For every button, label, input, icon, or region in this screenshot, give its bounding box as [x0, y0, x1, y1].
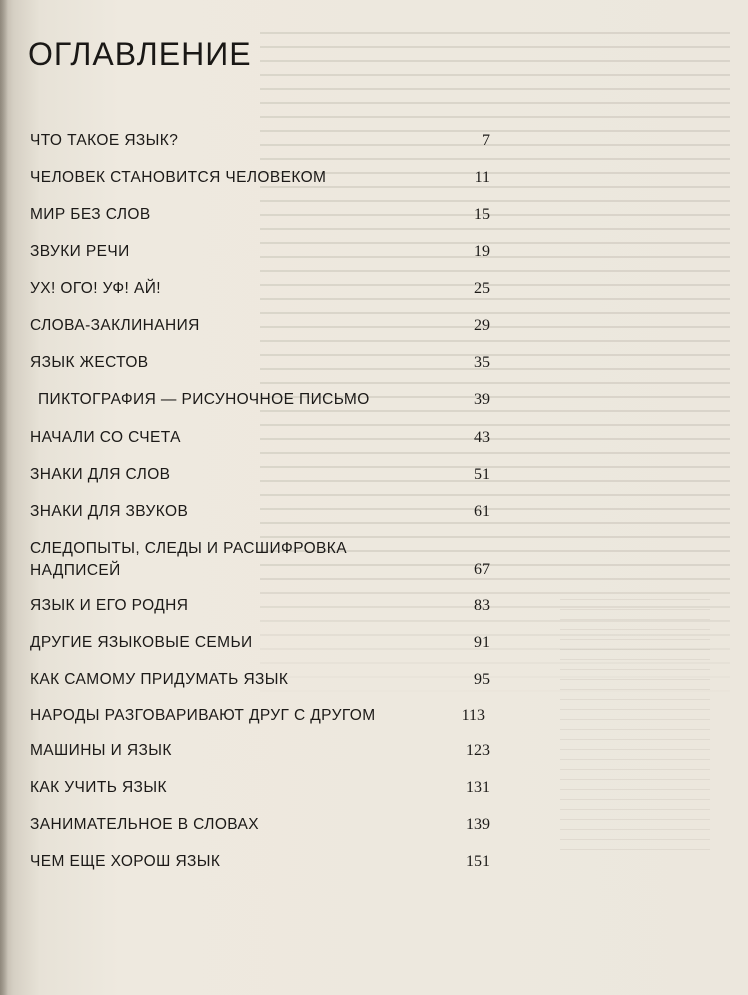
- toc-entry-title: СЛЕДОПЫТЫ, СЛЕДЫ И РАСШИФРОВКА НАДПИСЕЙ: [30, 540, 347, 579]
- toc-entry[interactable]: [30, 131, 490, 157]
- toc-entry-title: КАК САМОМУ ПРИДУМАТЬ ЯЗЫК: [30, 671, 289, 688]
- toc-entry-page: 35: [474, 354, 490, 371]
- toc-entry-page: 83: [474, 597, 490, 614]
- toc-entry-page: 43: [474, 429, 490, 446]
- toc-entry-title: КАК УЧИТЬ ЯЗЫК: [30, 779, 167, 796]
- toc-entry-page: 15: [474, 206, 490, 223]
- toc-entry-page: 131: [466, 779, 490, 796]
- toc-entry-title: УХ! ОГО! УФ! АЙ!: [30, 280, 161, 297]
- toc-entry[interactable]: [30, 168, 490, 194]
- toc-entry-title: НАРОДЫ РАЗГОВАРИВАЮТ ДРУГ С ДРУГОМ: [30, 707, 376, 724]
- toc-entry-title: МАШИНЫ И ЯЗЫК: [30, 742, 172, 759]
- toc-entry-page: 67: [474, 561, 490, 578]
- toc-entry[interactable]: [30, 465, 490, 491]
- toc-entry-page: 151: [466, 853, 490, 870]
- toc-entry-page: 29: [474, 317, 490, 334]
- toc-entry[interactable]: [30, 538, 490, 586]
- toc-entry[interactable]: [30, 502, 490, 528]
- toc-entry[interactable]: [30, 815, 490, 841]
- toc-entry[interactable]: [30, 205, 490, 231]
- toc-entry[interactable]: [30, 778, 490, 804]
- toc-entry-page: 19: [474, 243, 490, 260]
- toc-entry[interactable]: [30, 741, 490, 767]
- toc-entry[interactable]: [30, 316, 490, 342]
- toc-entry-title: МИР БЕЗ СЛОВ: [30, 206, 151, 223]
- toc-entry-page: 113: [461, 707, 485, 724]
- toc-entry-page: 139: [466, 816, 490, 833]
- toc-entry-page: 39: [474, 391, 490, 408]
- toc-entry[interactable]: [30, 596, 490, 622]
- toc-entry-title: ПИКТОГРАФИЯ — РИСУНОЧНОЕ ПИСЬМО: [38, 391, 370, 408]
- toc-entry[interactable]: [30, 633, 490, 659]
- toc-entry-title: ЧЕМ ЕЩЕ ХОРОШ ЯЗЫК: [30, 853, 221, 870]
- toc-entry[interactable]: [30, 670, 490, 696]
- toc-entry[interactable]: [30, 706, 485, 732]
- page-title: ОГЛАВЛЕНИЕ: [28, 36, 252, 72]
- toc-entry-page: 61: [474, 503, 490, 520]
- toc-entry-title: ЗНАКИ ДЛЯ ЗВУКОВ: [30, 503, 189, 520]
- toc-entry[interactable]: [30, 852, 490, 878]
- toc-entry-page: 11: [474, 169, 490, 186]
- toc-entry-page: 7: [482, 132, 490, 149]
- toc-entry-title: ЗАНИМАТЕЛЬНОЕ В СЛОВАХ: [30, 816, 259, 833]
- toc-entry[interactable]: [30, 353, 490, 379]
- toc-entry-page: 91: [474, 634, 490, 651]
- toc-entry-title: ЯЗЫК И ЕГО РОДНЯ: [30, 597, 189, 614]
- toc-entry[interactable]: [30, 242, 490, 268]
- toc-entry-title: ЯЗЫК ЖЕСТОВ: [30, 354, 149, 371]
- toc-entry-page: 123: [466, 742, 490, 759]
- toc-entry-page: 25: [474, 280, 490, 297]
- toc-entry-page: 51: [474, 466, 490, 483]
- toc-entry-title: ЧТО ТАКОЕ ЯЗЫК?: [30, 132, 179, 149]
- toc-entry-title: ДРУГИЕ ЯЗЫКОВЫЕ СЕМЬИ: [30, 634, 253, 651]
- toc-entry-title: ЗНАКИ ДЛЯ СЛОВ: [30, 466, 171, 483]
- toc-entry-page: 95: [474, 671, 490, 688]
- toc-entry[interactable]: [30, 390, 490, 416]
- toc-entry[interactable]: [30, 428, 490, 454]
- toc-entry[interactable]: [30, 279, 490, 305]
- toc-entry-title: ЧЕЛОВЕК СТАНОВИТСЯ ЧЕЛОВЕКОМ: [30, 169, 327, 186]
- toc-entry-title: НАЧАЛИ СО СЧЕТА: [30, 429, 181, 446]
- toc-entry-title: ЗВУКИ РЕЧИ: [30, 243, 130, 260]
- toc-entry-title: СЛОВА-ЗАКЛИНАНИЯ: [30, 317, 200, 334]
